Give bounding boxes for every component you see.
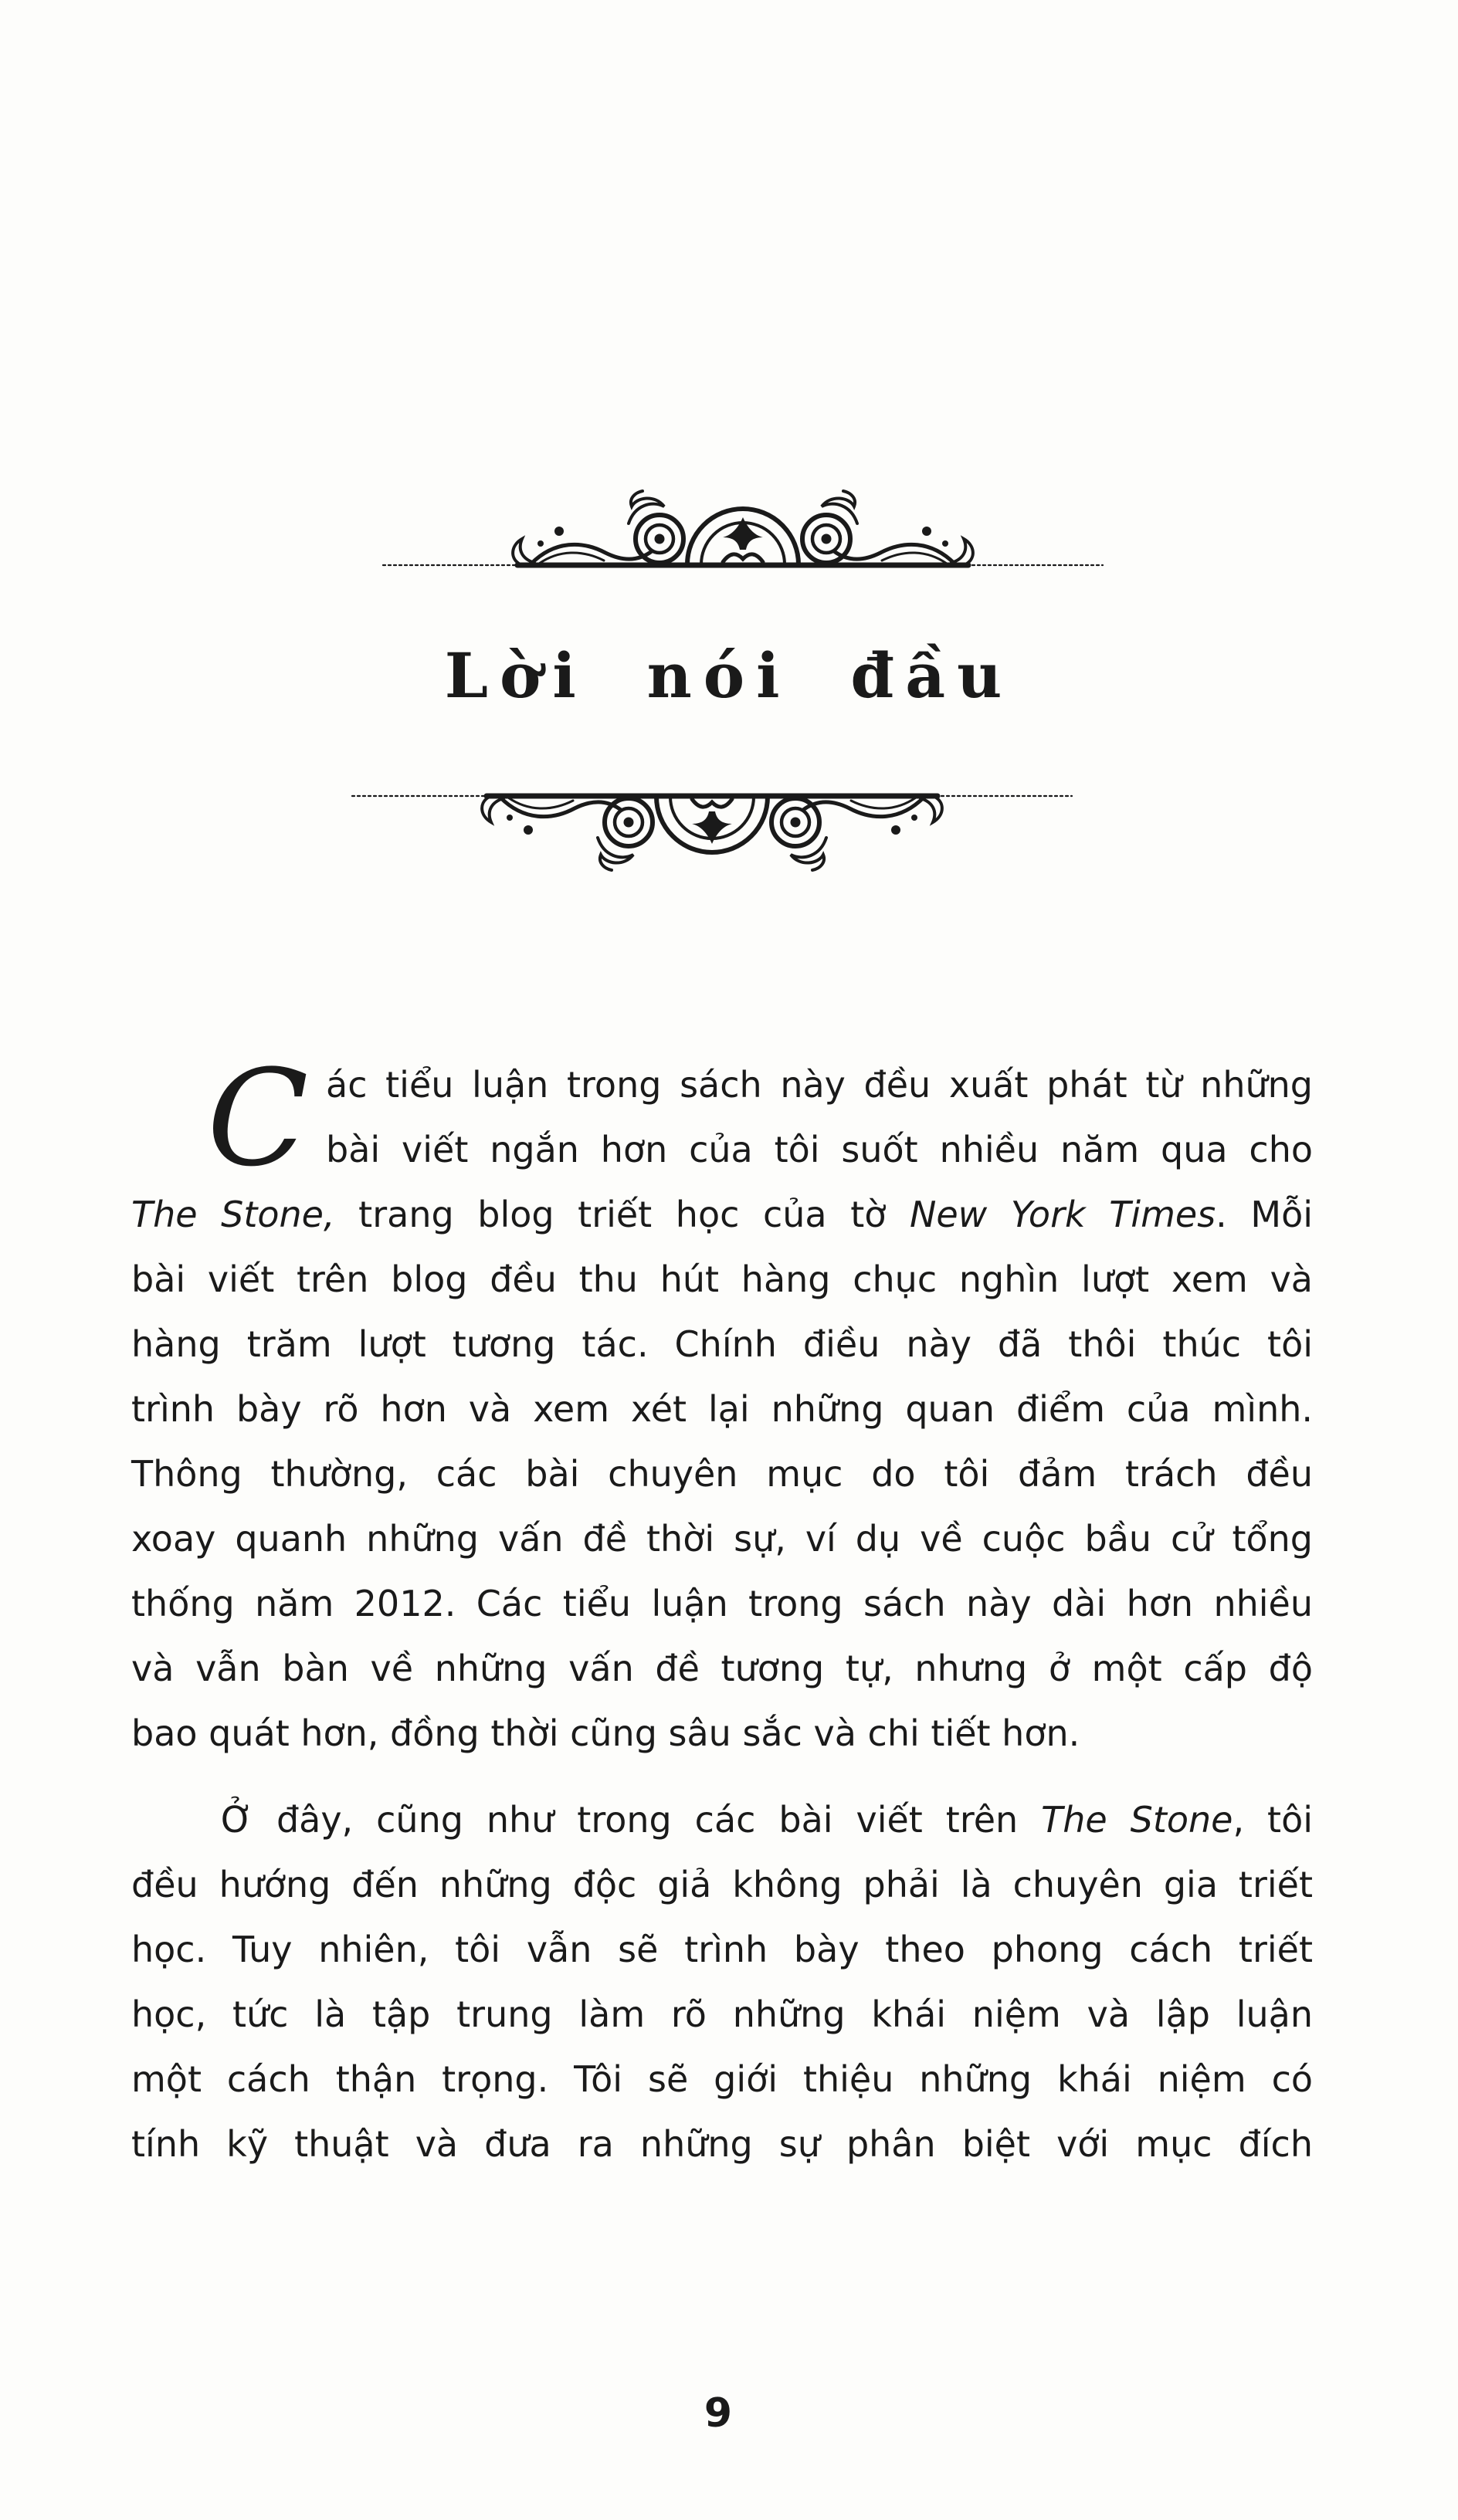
paragraph [131,1787,1313,2176]
body-line: học. Tuy nhiên, tôi vẫn sẽ trình bày theo phong cách triết [131,1929,1313,1970]
body-line: Thông thường, các bài chuyên mục do tôi đảm trách đều [131,1453,1313,1495]
body-line: tính kỹ thuật và đưa ra những sự phân biệt với mục đích [131,2123,1313,2165]
page-number: 9 [704,2390,733,2437]
body-line: đều hướng đến những độc giả không phải là chuyên gia triết [131,1864,1313,1905]
filigree-divider-bottom-icon [349,787,1075,876]
drop-cap-initial: C [207,1041,309,1196]
body-text [131,1041,1313,2176]
body-line: xoay quanh những vấn đề thời sự, ví dụ về cuộc bầu cử tổng [131,1518,1313,1560]
body-line: trình bày rõ hơn và xem xét lại những quan điểm của mình. [131,1388,1313,1430]
body-line: và vẫn bàn về những vấn đề tương tự, nhưng ở một cấp độ [131,1648,1313,1689]
body-line: The Stone, trang blog triết học của tờ New York Times. Mỗi [131,1194,1313,1235]
body-line: ác tiểu luận trong sách này đều xuất phát từ những [326,1064,1313,1106]
body-line: bao quát hơn, đồng thời cũng sâu sắc và chi tiết hơn. [131,1712,1080,1754]
page-title: Lời nói đầu [444,639,1014,712]
body-line: học, tức là tập trung làm rõ những khái niệm và lập luận [131,1993,1313,2035]
body-line: thống năm 2012. Các tiểu luận trong sách này dài hơn nhiều [131,1583,1313,1624]
body-line: bài viết trên blog đều thu hút hàng chục nghìn lượt xem và [131,1258,1313,1300]
filigree-divider-top-icon [380,485,1106,574]
body-line: bài viết ngắn hơn của tôi suốt nhiều năm qua cho [326,1129,1313,1170]
body-line: hàng trăm lượt tương tác. Chính điều này đã thôi thúc tôi [131,1323,1313,1365]
body-line: một cách thận trọng. Tôi sẽ giới thiệu những khái niệm có [131,2058,1313,2100]
body-line: Ở đây, cũng như trong các bài viết trên The Stone, tôi [221,1799,1313,1841]
